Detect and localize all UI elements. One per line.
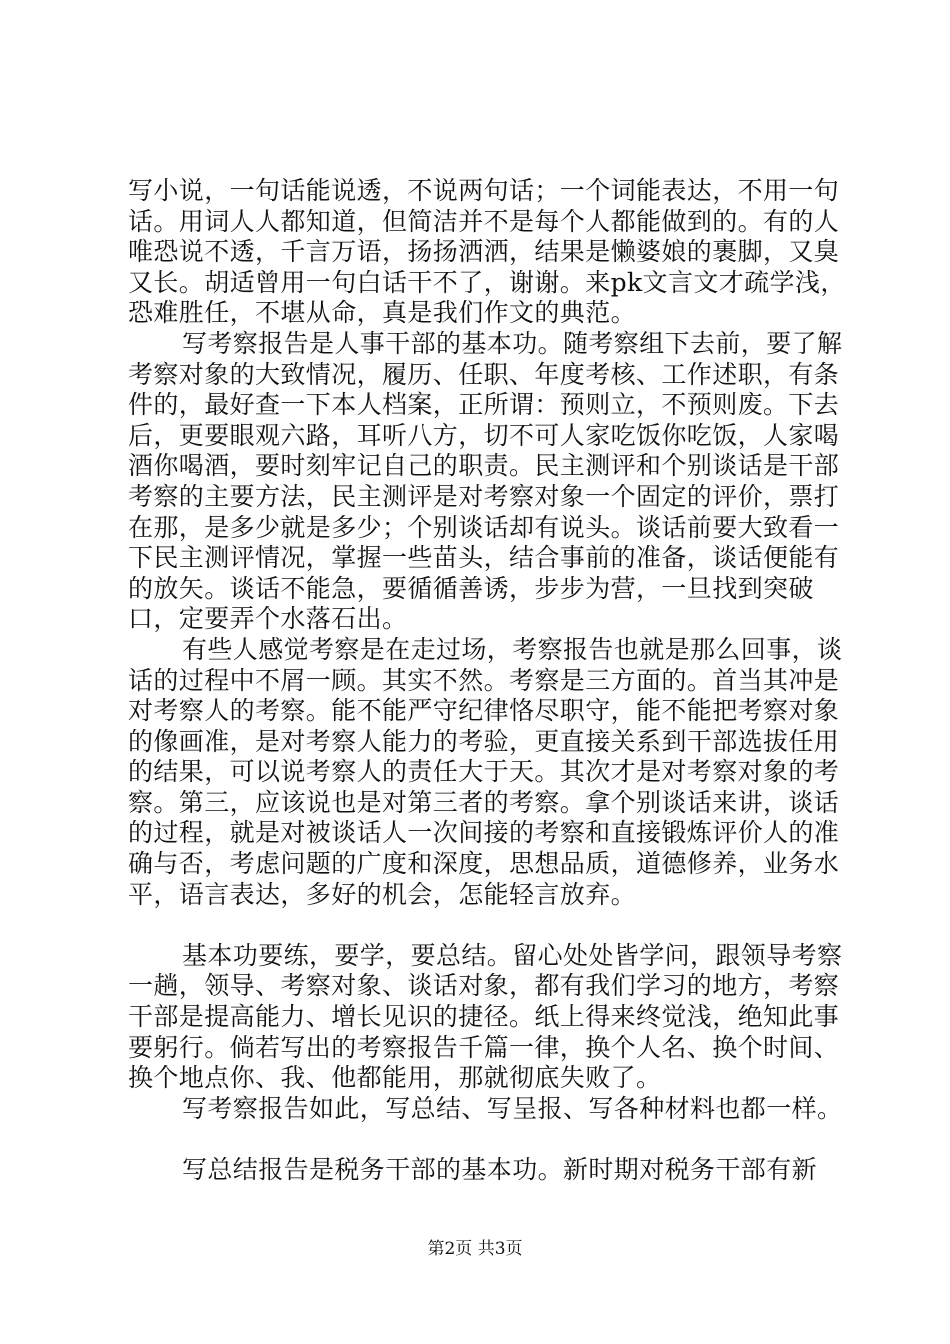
paragraph-summary-line: 写考察报告如此，写总结、写呈报、写各种材料也都一样。	[182, 1093, 843, 1123]
paragraph-continuation: 写小说，一句话能说透，不说两句话；一个词能表达，不用一句话。用词人人都知道，但简洁并不是每个人都能做到的。有的人唯恐说不透，千言万语，扬扬洒洒，结果是懒婆娘的裹脚，又臭又长。胡适曾用一句白话干不了，谢谢。来pk文言文才疏学浅，恐难胜任，不堪从命，真是我们作文的典范。	[128, 176, 846, 328]
paragraph-tax-cadre: 写总结报告是税务干部的基本功。新时期对税务干部有新	[182, 1155, 818, 1184]
paragraph-gap	[128, 1124, 858, 1155]
paragraph-gap	[128, 910, 858, 941]
page-number-footer: 第2页 共3页	[427, 1239, 523, 1259]
paragraph-inspection-report: 写考察报告是人事干部的基本功。随考察组下去前，要了解考察对象的大致情况，履历、任职、年度考核、工作述职，有条件的，最好查一下本人档案，正所谓：预则立，不预则废。下去后，更要眼观六路，耳听八方，切不可人家吃饭你吃饭，人家喝酒你喝酒，要时刻牢记自己的职责。民主测评和个别谈话是干部考察的主要方法，民主测评是对考察对象一个固定的评价，票打在那，是多少就是多少；个别谈话却有说头。谈话前要大致看一下民主测评情况，掌握一些苗头，结合事前的准备，谈话便能有的放矢。谈话不能急，要循循善诱，步步为营，一旦找到突破口，定要弄个水落石出。	[128, 328, 843, 634]
paragraph-basic-skills: 基本功要练，要学，要总结。留心处处皆学问，跟领导考察一趟，领导、考察对象、谈话对象，都有我们学习的地方，考察干部是提高能力、增长见识的捷径。纸上得来终觉浅，绝知此事要躬行。倘若写出的考察报告千篇一律，换个人名、换个时间、换个地点你、我、他都能用，那就彻底失败了。	[128, 940, 843, 1093]
paragraph-inspection-purpose: 有些人感觉考察是在走过场，考察报告也就是那么回事，谈话的过程中不屑一顾。其实不然。考察是三方面的。首当其冲是对考察人的考察。能不能严守纪律恪尽职守，能不能把考察对象的像画准，是对考察人能力的考验，更直接关系到干部选拔任用的结果，可以说考察人的责任大于天。其次才是对考察对象的考察。第三，应该说也是对第三者的考察。拿个别谈话来讲，谈话的过程，就是对被谈话人一次间接的考察和直接锻炼评价人的准确与否，考虑问题的广度和深度，思想品质，道德修养，业务水平，语言表达，多好的机会，怎能轻言放弃。	[128, 634, 843, 909]
document-body	[128, 176, 858, 1186]
